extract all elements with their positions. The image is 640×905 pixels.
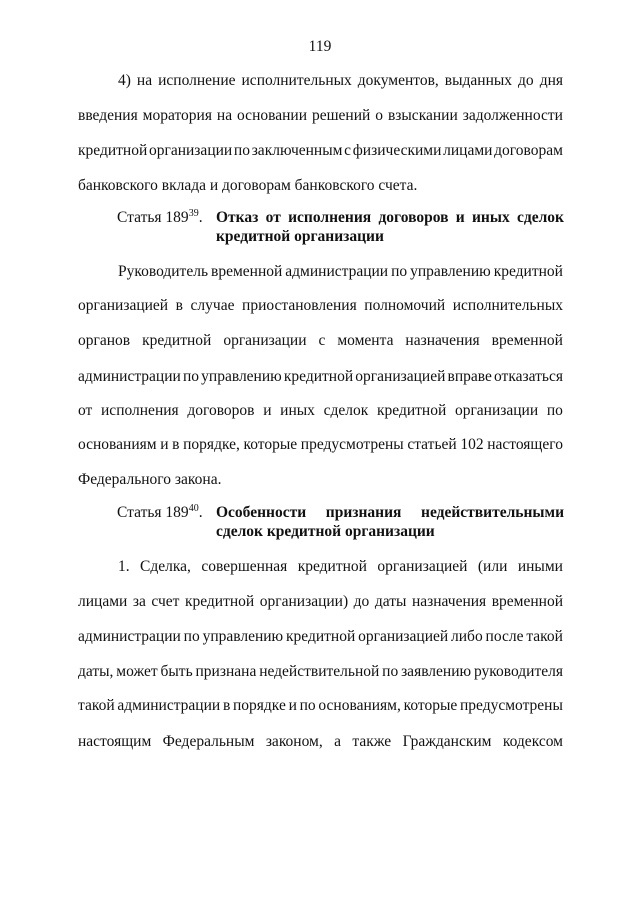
word: назначения [411,593,487,610]
word: исполнение [158,72,236,89]
word: заявлению [401,663,472,680]
word: отказаться [494,368,563,385]
article-label: Статья 189 [117,209,189,226]
word: о [375,107,383,124]
text-line [78,402,563,420]
text-line [78,297,563,315]
word: вправе [447,368,492,385]
article-number [117,208,203,227]
word: исполнения [101,402,179,419]
word: исполнительных [452,297,563,314]
word: введения [78,107,138,124]
word: задолженности [462,107,563,124]
word: кредитной [184,593,255,610]
word: также [352,733,392,750]
word: организацией [358,628,449,645]
word: на [216,107,233,124]
word: кредитной [297,558,367,575]
word: до [518,72,534,89]
word: лицами [443,142,493,159]
word: приостановления [242,297,357,314]
word: которые [243,436,298,453]
word: организации) [259,593,349,610]
word: настоящим [78,733,152,750]
word: в [175,297,183,314]
article-dot: . [198,504,203,521]
text-line [78,368,563,386]
word: назначения [405,332,480,349]
text-line [118,558,563,576]
text-line [78,107,563,125]
word: по [182,368,200,385]
article-dot: . [198,209,203,226]
word: быть [160,663,193,680]
word: договоров [187,402,255,419]
word: администрации [117,697,221,714]
word: признана [195,663,257,680]
text-line [78,663,563,681]
word: с [318,332,326,349]
word: и [288,697,297,714]
word: заключенным [251,142,343,159]
word: органов [78,332,131,349]
word: кредитной [376,402,447,419]
word: кредитной [283,368,354,385]
word: после [485,628,524,645]
article-superscript: 39 [188,208,199,219]
word: порядке, [183,436,240,453]
word: организацией [78,297,169,314]
article-title: Особенности признания недействительными сделок кредитной организации [216,504,564,540]
text-line [78,593,563,611]
word: организации [148,142,233,159]
word: предусмотрены [459,697,563,714]
word: кредитной [285,628,356,645]
word: администрации [285,263,389,280]
word: кодексом [502,733,563,750]
word: по [391,263,408,280]
text-line [78,697,563,715]
word: выданных [444,72,513,89]
word: момента [337,332,394,349]
word: организации [454,402,539,419]
word: физическими [352,142,442,159]
word: по [299,697,316,714]
word: на [136,72,153,89]
word: такой [78,697,115,714]
page-number: 119 [308,38,332,55]
article-label: Статья 189 [117,504,189,521]
word: исполнительных [241,72,352,89]
word: сделок [323,402,369,419]
word: управлению [202,628,284,645]
word: договорам [494,142,563,159]
word: временной [491,593,563,610]
word: и [160,436,169,453]
word: недействительной [259,663,380,680]
word: лицами [78,593,128,610]
word: взыскании [387,107,458,124]
word: полномочий [364,297,446,314]
word: предусмотрены [300,436,404,453]
article-superscript: 40 [188,503,199,514]
text-line: банковского вклада и договорам банковского счета. [78,177,418,194]
word: временной [491,332,563,349]
word: администрации [78,628,181,645]
word: Руководитель [118,263,209,280]
word: от [78,402,93,419]
word: до [353,593,370,610]
word: основаниям [78,436,157,453]
word: совершенная [201,558,288,575]
word: дня [539,72,563,89]
word: основании [237,107,307,124]
word: Федеральным [162,733,255,750]
word: иных [280,402,315,419]
word: и [263,402,272,419]
word: может [116,663,158,680]
text-line [78,142,563,160]
word: Сделка, [140,558,191,575]
word: даты, [78,663,114,680]
text-line [118,72,563,90]
word: порядке [233,697,286,714]
word: счет [151,593,180,610]
word: решений [311,107,371,124]
word: а [334,733,342,750]
word: кредитной [493,263,563,280]
word: временной [211,263,283,280]
word: управлению [201,368,282,385]
word: по [546,402,563,419]
word: либо [451,628,483,645]
word: 4) [118,72,131,89]
word: в [172,436,180,453]
text-line [78,436,563,454]
word: организации [223,332,307,349]
word: статьей [407,436,457,453]
word: управлению [410,263,491,280]
word: руководителя [473,663,563,680]
word: в [222,697,231,714]
word: организацией [355,368,446,385]
text-line [78,733,563,751]
word: по [233,142,250,159]
article-number [117,503,203,522]
word: документов, [357,72,439,89]
text-line [118,263,563,281]
word: администрации [78,368,181,385]
word: основаниям, [318,697,401,714]
word: случае [190,297,235,314]
word: по [382,663,399,680]
word: Гражданским [402,733,492,750]
word: даты [374,593,407,610]
word: организацией [377,558,468,575]
article-title: Отказ от исполнения договоров и иных сделок кредитной организации [216,209,564,245]
word: кредитной [78,142,148,159]
word: законом, [265,733,323,750]
word: иными [517,558,563,575]
word: такой [526,628,563,645]
text-line [78,332,563,350]
word: 102 [460,436,484,453]
text-line: Федерального закона. [78,471,222,488]
word: моратория [142,107,212,124]
word: (или [477,558,508,575]
word: по [183,628,200,645]
word: кредитной [142,332,212,349]
word: настоящего [487,436,563,453]
word: с [344,142,352,159]
word: за [132,593,146,610]
text-line [78,628,563,646]
word: 1. [118,558,130,575]
word: которые [403,697,458,714]
